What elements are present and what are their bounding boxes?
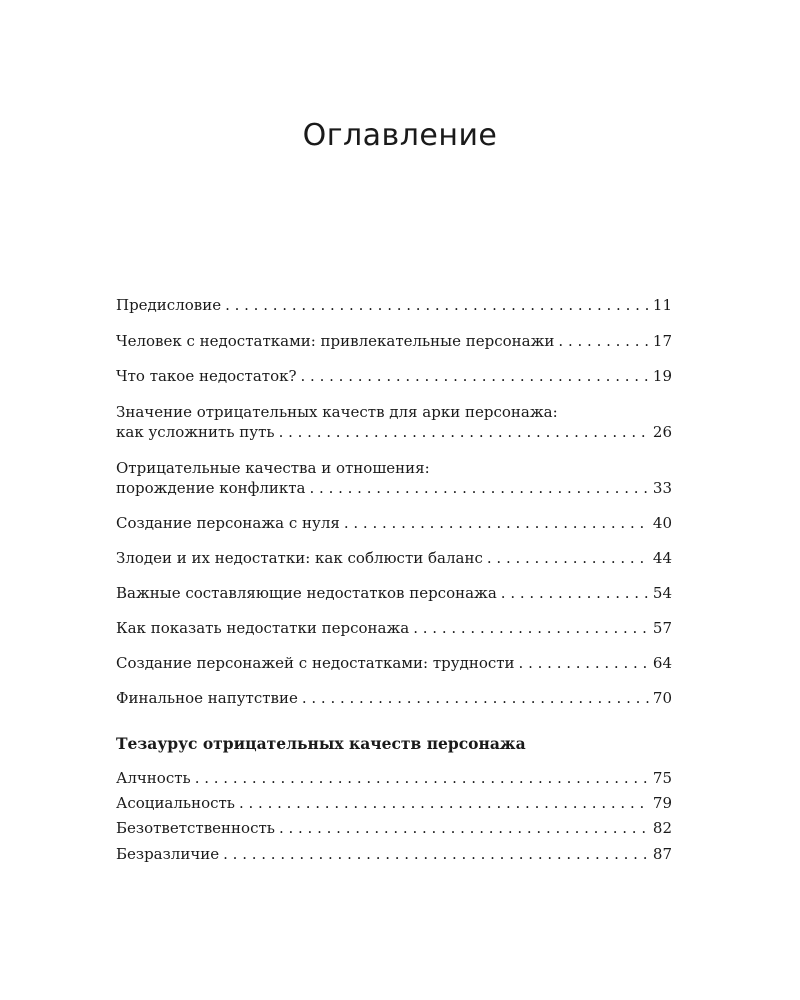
thesaurus-entry-antisocial[interactable] [116,794,672,812]
leader-dots [195,769,649,787]
toc-entry-arc[interactable] [116,402,672,442]
leader-dots [413,619,649,637]
toc-entry-villains[interactable] [116,549,672,567]
toc-entry-relationships[interactable] [116,458,672,498]
toc-entry-what-is-flaw[interactable] [116,367,672,385]
toc-entry-label: Безответственность [116,819,279,837]
toc-entry-from-scratch[interactable] [116,514,672,532]
leader-dots [558,332,648,350]
leader-dots [344,514,649,532]
toc-entry-page: 57 [652,619,672,637]
toc-entry-page: 26 [652,423,672,441]
toc-entry-page: 64 [652,654,672,672]
toc-entry-page: 33 [652,479,672,497]
toc-entry-label: Безразличие [116,845,223,863]
toc-entry-label: Человек с недостатками: привлекательные персонажи [116,332,558,350]
toc-entry-final-words[interactable] [116,689,672,707]
toc-entry-preface[interactable] [116,296,672,314]
toc-entry-label-first-line: Отрицательные качества и отношения: [116,459,430,477]
toc-entry-difficulties[interactable] [116,654,672,672]
toc-entry-label: Финальное напутствие [116,689,302,707]
toc-entry-label: Что такое недостаток? [116,367,301,385]
toc-entry-label: порождение конфликта [116,478,310,498]
toc-entry-label: как усложнить путь [116,422,279,442]
toc-entry-page: 17 [652,332,672,350]
toc-entry-label: Злодеи и их недостатки: как соблюсти баланс [116,549,487,567]
toc-entry-page: 70 [652,689,672,707]
thesaurus-entry-irresponsibility[interactable] [116,819,672,837]
leader-dots [239,794,649,812]
leader-dots [519,654,649,672]
leader-dots [501,584,649,602]
toc-entry-show-flaws[interactable] [116,619,672,637]
toc-entry-label: Асоциальность [116,794,239,812]
toc-entry-page: 75 [652,769,672,787]
toc-entry-label: Важные составляющие недостатков персонажа [116,584,501,602]
leader-dots [310,478,649,498]
toc-entry-page: 40 [652,514,672,532]
thesaurus-entry-indifference[interactable] [116,845,672,863]
toc-entry-page: 79 [652,794,672,812]
toc-entry-flawed-person[interactable] [116,332,672,350]
toc-entry-label-first-line: Значение отрицательных качеств для арки персонажа: [116,403,558,421]
toc-entry-label: Создание персонажа с нуля [116,514,344,532]
leader-dots [301,367,649,385]
toc-entry-page: 19 [652,367,672,385]
toc-entry-page: 82 [652,819,672,837]
toc-entry-label: Предисловие [116,296,225,314]
toc-entry-components[interactable] [116,584,672,602]
toc-entry-page: 54 [652,584,672,602]
leader-dots [223,845,649,863]
leader-dots [302,689,649,707]
toc-entry-label: Создание персонажей с недостатками: трудности [116,654,519,672]
leader-dots [279,422,649,442]
page-title: Оглавление [302,118,498,153]
toc-entry-label: Как показать недостатки персонажа [116,619,413,637]
thesaurus-heading: Тезаурус отрицательных качеств персонажа [116,734,526,753]
toc-entry-page: 11 [652,296,672,314]
leader-dots [279,819,649,837]
toc-entry-page: 87 [652,845,672,863]
toc-entry-page: 44 [652,549,672,567]
thesaurus-entry-greed[interactable] [116,769,672,787]
leader-dots [487,549,649,567]
toc-entry-label: Алчность [116,769,195,787]
leader-dots [225,296,649,314]
